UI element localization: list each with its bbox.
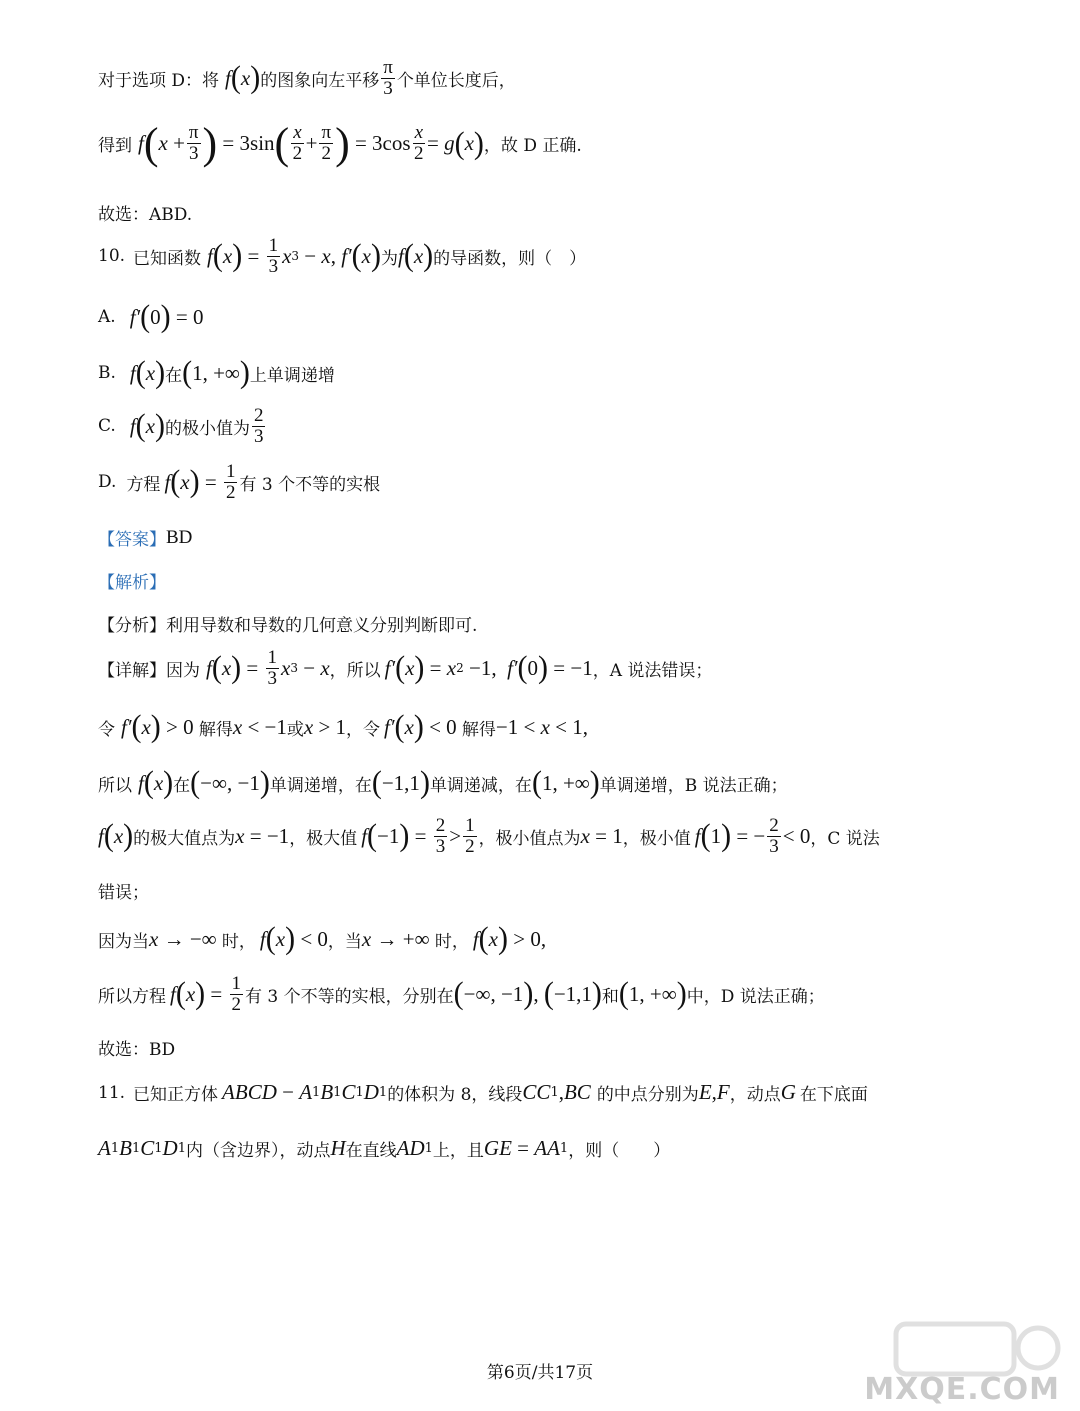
- answer-tag: 【答案】: [98, 530, 166, 550]
- text: 为: [380, 248, 398, 269]
- watermark-text: MXQE.COM: [864, 1372, 1060, 1407]
- option-label: B.: [98, 363, 116, 383]
- text: 时，: [221, 931, 256, 952]
- text: ，极大值: [289, 828, 358, 849]
- option-c: C. f ( x ) 的极小值为 $\frac{2}{3}$: [98, 405, 264, 447]
- text: 有 3 个不等的实根，分别在: [245, 986, 454, 1007]
- text: ，C 说法: [810, 828, 880, 849]
- answer-value: BD: [166, 526, 193, 548]
- text: 解得: [198, 719, 233, 740]
- text: ，极小值点为: [478, 828, 581, 849]
- detail-line-5: [98, 878, 149, 903]
- detail-line-7: 所以方程 f ( x ) = $\frac{1}{2}$ 有 3 个不等的实根，分别在 ( −∞, −1 ) , ( −1,1 ) 和 ( 1, +∞ ) 中，D 说法正确；: [98, 973, 825, 1015]
- option-d: D. 方程 f ( x ) = $\frac{1}{2}$ 有 3 个不等的实根: [98, 461, 381, 503]
- fenxi-line: [98, 611, 477, 636]
- text: 因为当: [98, 931, 149, 952]
- fenxi-tag: 【分析】: [98, 616, 166, 636]
- text: ，A 说法错误；: [592, 660, 713, 681]
- text: 的体积为 8，线段: [387, 1085, 523, 1105]
- text: 所以: [98, 775, 132, 796]
- question-11-line-2: A 1 B 1 C 1 D 1 内（含边界），动点 H 在直线 AD 1 上，且 GE = AA 1 ，则（ ）: [98, 1136, 671, 1161]
- text: ，极小值: [622, 828, 691, 849]
- text: 中，D 说法正确；: [686, 986, 825, 1007]
- detail-line-2: 令 f′ ( x ) > 0 解得 x < −1 或 x > 1 ，令 f′ ( x ) < 0 解得 −1 < x < 1,: [98, 709, 589, 744]
- answer-line: [98, 525, 192, 550]
- option-b: B. f ( x ) 在 ( 1, +∞ ) 上单调递增: [98, 355, 335, 390]
- text: ，故 D 正确.: [483, 136, 582, 156]
- text: 上单调递增: [249, 365, 335, 386]
- text: 的极大值点为: [133, 828, 236, 849]
- page-footer: 第6页/共17页: [486, 1363, 594, 1383]
- text: 对于选项 D：将: [98, 70, 220, 91]
- text: 单调递增，在: [269, 775, 372, 796]
- text: 内（含边界），动点: [185, 1141, 331, 1161]
- text: 有 3 个不等的实根: [239, 474, 381, 495]
- detail-line-3: 所以 f ( x ) 在 ( −∞, −1 ) 单调递增，在 ( −1,1 ) 单调递减，在 ( 1, +∞ ) 单调递增，B 说法正确；: [98, 765, 788, 800]
- text: 个单位长度后，: [396, 70, 516, 91]
- text: 的极小值为: [164, 418, 250, 439]
- text: 已知函数: [133, 248, 202, 269]
- text: ，所以: [329, 660, 381, 681]
- text: 方程: [126, 474, 161, 495]
- text: 在下底面: [799, 1085, 868, 1105]
- text: 得到: [98, 136, 132, 156]
- text: 已知正方体: [133, 1085, 219, 1105]
- text: 的中点分别为: [596, 1085, 699, 1105]
- line-option-d-result: 得到 f ( x + $\frac{\pi}{3}$ ) = 3sin ( $\frac{x}{2}$ + $\frac{\pi}{2}$ ) = 3cos $\frac{x}{2}$ = g ( x ) ，故 D 正确.: [98, 119, 582, 168]
- text: 时，: [434, 931, 469, 952]
- detail-line-8: [98, 1035, 175, 1060]
- text: 上，且: [432, 1141, 484, 1161]
- question-number: 10.: [98, 246, 126, 267]
- text: 所以方程: [98, 986, 166, 1007]
- text: 错误；: [98, 883, 149, 903]
- option-a: A. f′ ( 0 ) = 0: [98, 299, 204, 334]
- detail-line-1: 【详解】 因为 f ( x ) = $\frac{1}{3}$ x 3 − x ，所以 f′ ( x ) = x 2 −1, f′ ( 0 ) = −1 ，A 说法错误；: [98, 647, 713, 689]
- question-10: 10. 已知函数 f ( x ) = $\frac{1}{3}$ x 3 − x , f′ ( x ) 为 f ( x ) 的导函数，则（ ）: [98, 235, 587, 277]
- text: 和: [601, 986, 619, 1007]
- option-label: C.: [98, 416, 116, 437]
- analysis-heading: [98, 568, 166, 593]
- text: 单调递减，在: [429, 775, 532, 796]
- text: 或: [286, 719, 304, 740]
- text: 故选：ABD.: [98, 205, 193, 225]
- question-number: 11.: [98, 1082, 126, 1103]
- option-label: D.: [98, 472, 117, 493]
- text: ，则（ ）: [568, 1141, 671, 1161]
- text: 利用导数和导数的几何意义分别判断即可.: [166, 616, 478, 636]
- text: 因为: [166, 660, 200, 681]
- line-answer-abd: [98, 200, 192, 225]
- text: 单调递增，B 说法正确；: [599, 775, 788, 796]
- text: 故选：BD: [98, 1040, 176, 1060]
- option-label: A.: [98, 307, 116, 327]
- text: ，当: [327, 931, 362, 952]
- text: 的导函数，则（ ）: [433, 248, 587, 269]
- text: 解得: [461, 719, 496, 740]
- text: 在: [173, 775, 191, 796]
- detail-tag: 【详解】: [98, 660, 166, 681]
- text: 在直线: [345, 1141, 397, 1161]
- text: 在: [165, 365, 183, 386]
- question-11: 11. 已知正方体 ABCD − A 1 B 1 C 1 D 1 的体积为 8，线段 CC 1 , BC 的中点分别为 E , F ，动点 G 在下底面: [98, 1080, 868, 1105]
- detail-line-6: 因为当 x → −∞ 时， f ( x ) < 0 ，当 x → +∞ 时， f ( x ) > 0,: [98, 921, 547, 956]
- text: 的图象向左平移: [260, 70, 380, 91]
- text: 令: [98, 719, 115, 740]
- text: ，令: [346, 719, 381, 740]
- detail-line-4: f ( x ) 的极大值点为 x = −1 ，极大值 f ( −1 ) = $\frac{2}{3}$ > $\frac{1}{2}$ ，极小值点为 x = 1 ，极小值 f ( 1 ) = − $\frac{2}{3}$ < 0 ，C 说法: [98, 815, 880, 857]
- analysis-tag: 【解析】: [98, 573, 166, 593]
- line-option-d-shift: 对于选项 D：将 f ( x ) 的图象向左平移 $\frac{\pi}{3}$ 个单位长度后，: [98, 57, 516, 99]
- text: ，动点: [729, 1085, 781, 1105]
